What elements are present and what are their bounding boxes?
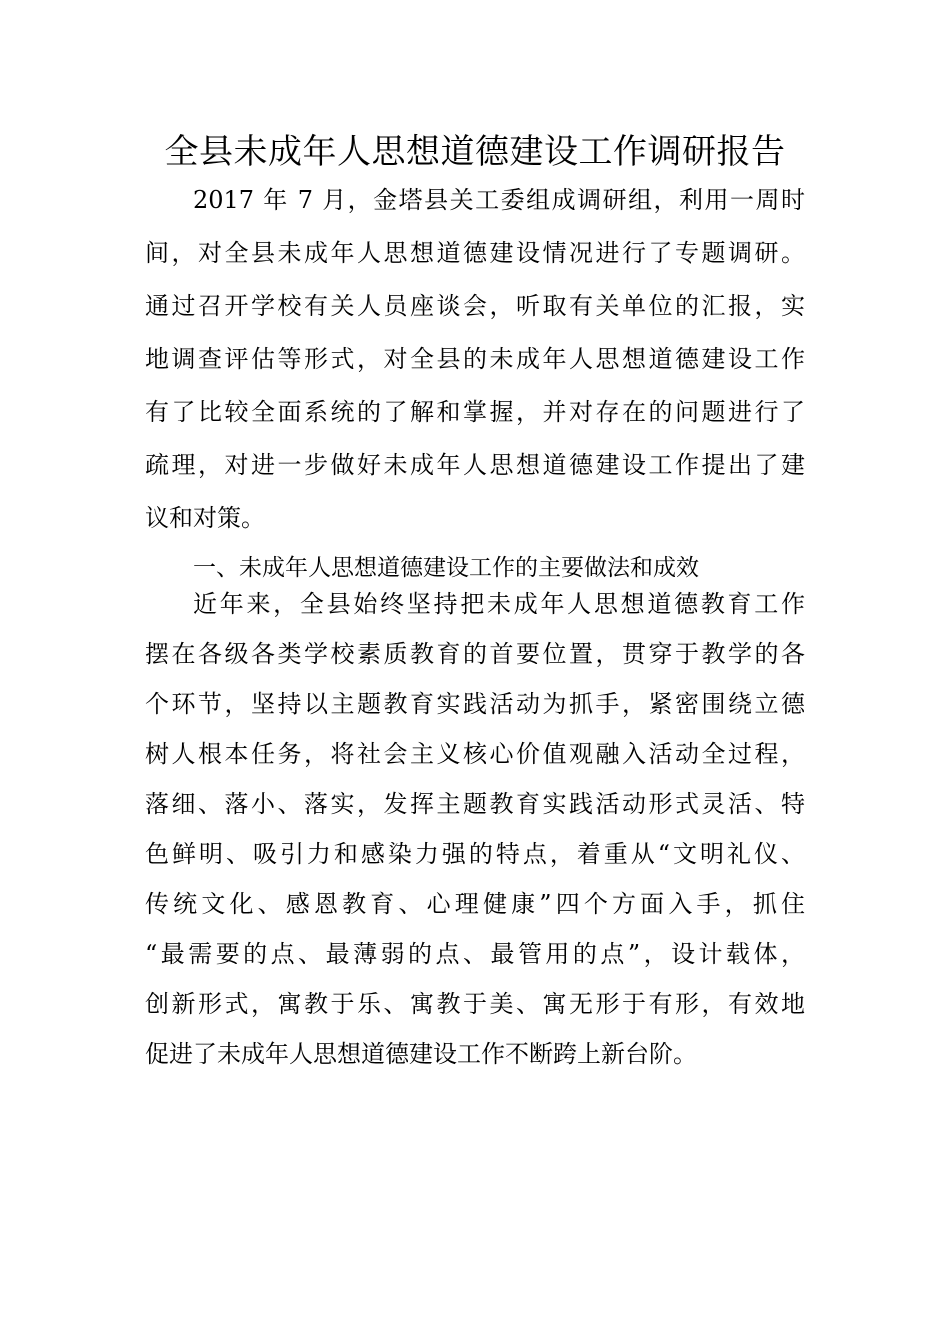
paragraph-2-line: 近年来，全县始终坚持把未成年人思想道德教育工作: [193, 590, 805, 618]
paragraph-2-line: 色鲜明、吸引力和感染力强的特点，着重从“文明礼仪、: [145, 840, 805, 868]
paragraph-2-line: 传统文化、感恩教育、心理健康”四个方面入手，抓住: [145, 890, 805, 918]
paragraph-1-line: 地调查评估等形式，对全县的未成年人思想道德建设工作: [145, 345, 805, 373]
paragraph-1-line: 疏理，对进一步做好未成年人思想道德建设工作提出了建: [145, 451, 805, 479]
paragraph-2-line: 树人根本任务，将社会主义核心价值观融入活动全过程，: [145, 740, 805, 768]
paragraph-1-line: 有了比较全面系统的了解和掌握，并对存在的问题进行了: [145, 398, 805, 426]
paragraph-2-line: 落细、落小、落实，发挥主题教育实践活动形式灵活、特: [145, 790, 805, 818]
paragraph-1-line: 通过召开学校有关人员座谈会，听取有关单位的汇报，实: [145, 292, 805, 320]
document-title: 全县未成年人思想道德建设工作调研报告: [164, 132, 786, 172]
paragraph-1-line: 间，对全县未成年人思想道德建设情况进行了专题调研。: [145, 239, 805, 267]
paragraph-2-line: 摆在各级各类学校素质教育的首要位置，贯穿于教学的各: [145, 640, 805, 668]
section-heading: 一、未成年人思想道德建设工作的主要做法和成效: [193, 555, 699, 581]
paragraph-2-line: 创新形式，寓教于乐、寓教于美、寓无形于有形，有效地: [145, 990, 805, 1018]
paragraph-2-line: 促进了未成年人思想道德建设工作不断跨上新台阶。: [145, 1040, 697, 1068]
paragraph-2-line: 个环节，坚持以主题教育实践活动为抓手，紧密围绕立德: [145, 690, 805, 718]
paragraph-2-line: “最需要的点、最薄弱的点、最管用的点”，设计载体，: [145, 940, 805, 968]
paragraph-1-line: 议和对策。: [145, 504, 265, 532]
paragraph-1-line: 2017 年 7 月，金塔县关工委组成调研组，利用一周时: [193, 186, 805, 214]
